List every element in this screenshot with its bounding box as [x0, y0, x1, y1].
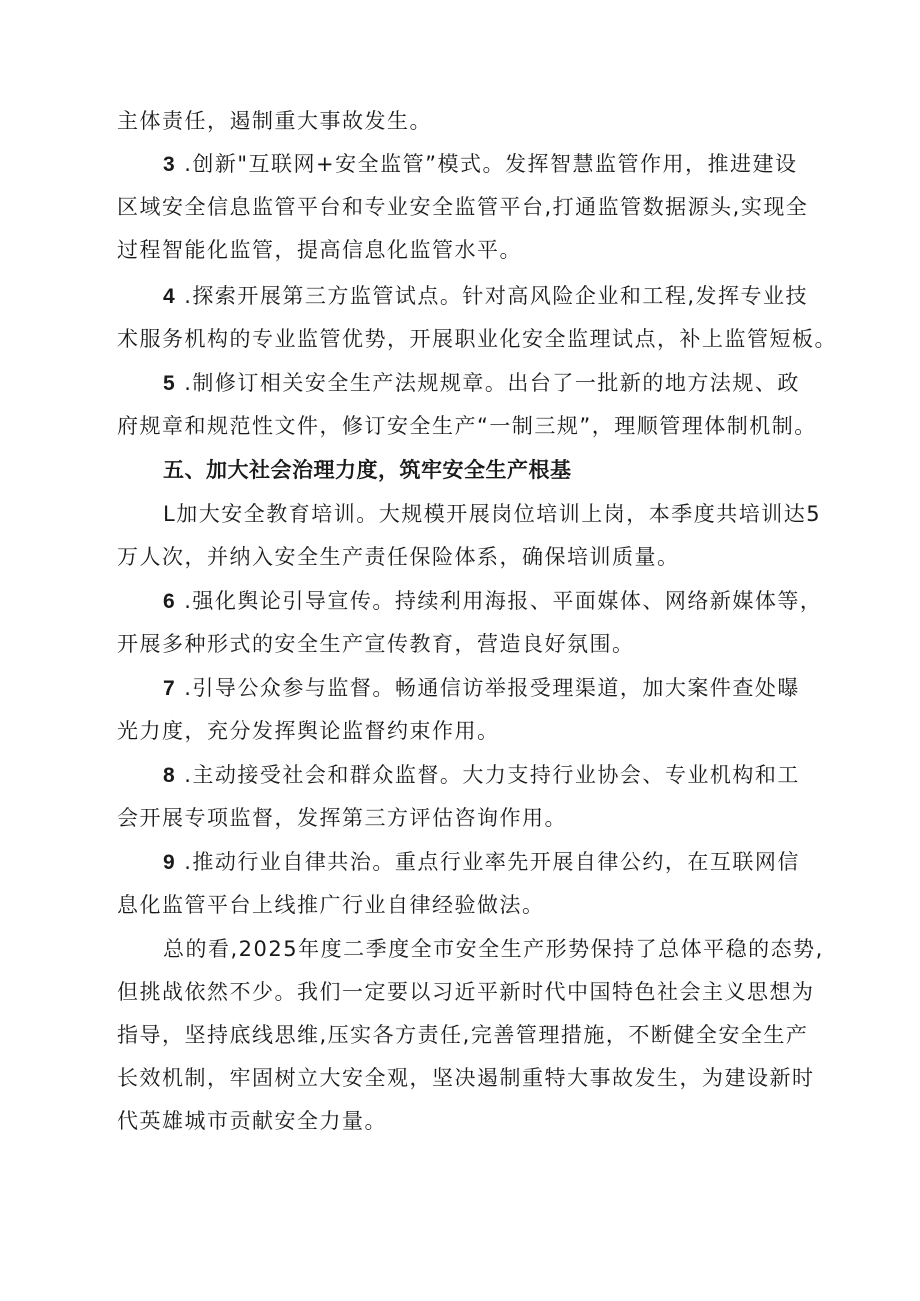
text-line: 光力度，充分发挥舆论监督约束作用。: [117, 719, 500, 743]
text-line: 息化监管平台上线推广行业自律经验做法。: [117, 893, 545, 917]
text-line: 但挑战依然不少。我们一定要以习近平新时代中国特色社会主义思想为: [117, 980, 815, 1004]
text-line: 术服务机构的专业监管优势，开展职业化安全监理试点，补上监管短板。: [117, 327, 837, 351]
text-line: 长效机制，牢固树立大安全观，坚决遏制重特大事故发生，为建设新时: [117, 1066, 815, 1090]
text-line: .推动行业自律共治。重点行业率先开展自律公约，在互联网信: [184, 850, 800, 874]
item-number: 4: [163, 285, 177, 308]
text-line: 万人次，并纳入安全生产责任保险体系，确保培训质量。: [117, 545, 680, 569]
paragraph-item-6: [117, 580, 847, 666]
paragraph-continuation: [117, 100, 847, 143]
text-line: .引导公众参与监督。畅通信访举报受理渠道，加大案件查处曝: [184, 676, 800, 700]
item-number: 9: [163, 851, 177, 874]
text-line: 主体责任，遏制重大事故发生。: [117, 109, 432, 133]
text-line: .制修订相关安全生产法规规章。出台了一批新的地方法规、政: [184, 371, 800, 395]
paragraph-item-4: [117, 275, 847, 361]
text-line: .主动接受社会和群众监督。大力支持行业协会、专业机构和工: [184, 763, 800, 787]
paragraph-item-3: [117, 143, 847, 272]
text-line: 代英雄城市贡献安全力量。: [117, 1109, 387, 1133]
text-line: .创新"互联网+安全监管”模式。发挥智慧监管作用，推进建设: [184, 152, 798, 176]
paragraph-summary: [117, 928, 847, 1143]
paragraph-item-7: [117, 667, 847, 753]
text-line: 府规章和规范性文件，修订安全生产“一制三规”，理顺管理体制机制。: [117, 414, 817, 438]
paragraph-item-8: [117, 754, 847, 840]
item-number: 8: [163, 764, 177, 787]
item-number: 3: [163, 153, 177, 176]
text-line: 会开展专项监督，发挥第三方评估咨询作用。: [117, 806, 567, 830]
item-number: 6: [163, 590, 177, 613]
text-line: .探索开展第三方监管试点。针对高风险企业和工程,发挥专业技: [184, 284, 809, 308]
text-line: .强化舆论引导宣传。持续利用海报、平面媒体、网络新媒体等，: [184, 589, 823, 613]
text-line: 开展多种形式的安全生产宣传教育，营造良好氛围。: [117, 632, 635, 656]
paragraph-item-1: [117, 493, 847, 579]
text-line: 过程智能化监管，提高信息化监管水平。: [117, 238, 522, 262]
text-line: 指导，坚持底线思维,压实各方责任,完善管理措施，不断健全安全生产: [117, 1023, 809, 1047]
section-heading: 五、加大社会治理力度，筑牢安全生产根基: [163, 458, 572, 482]
item-number: 7: [163, 677, 177, 700]
paragraph-item-5: [117, 362, 847, 448]
paragraph-item-9: [117, 841, 847, 927]
item-number: 5: [163, 372, 177, 395]
text-line: L加大安全教育培训。大规模开展岗位培训上岗，本季度共培训达5: [163, 502, 822, 526]
text-line: 总的看,2025年度二季度全市安全生产形势保持了总体平稳的态势,: [163, 937, 824, 961]
text-line: 区域安全信息监管平台和专业安全监管平台,打通监管数据源头,实现全: [117, 195, 809, 219]
